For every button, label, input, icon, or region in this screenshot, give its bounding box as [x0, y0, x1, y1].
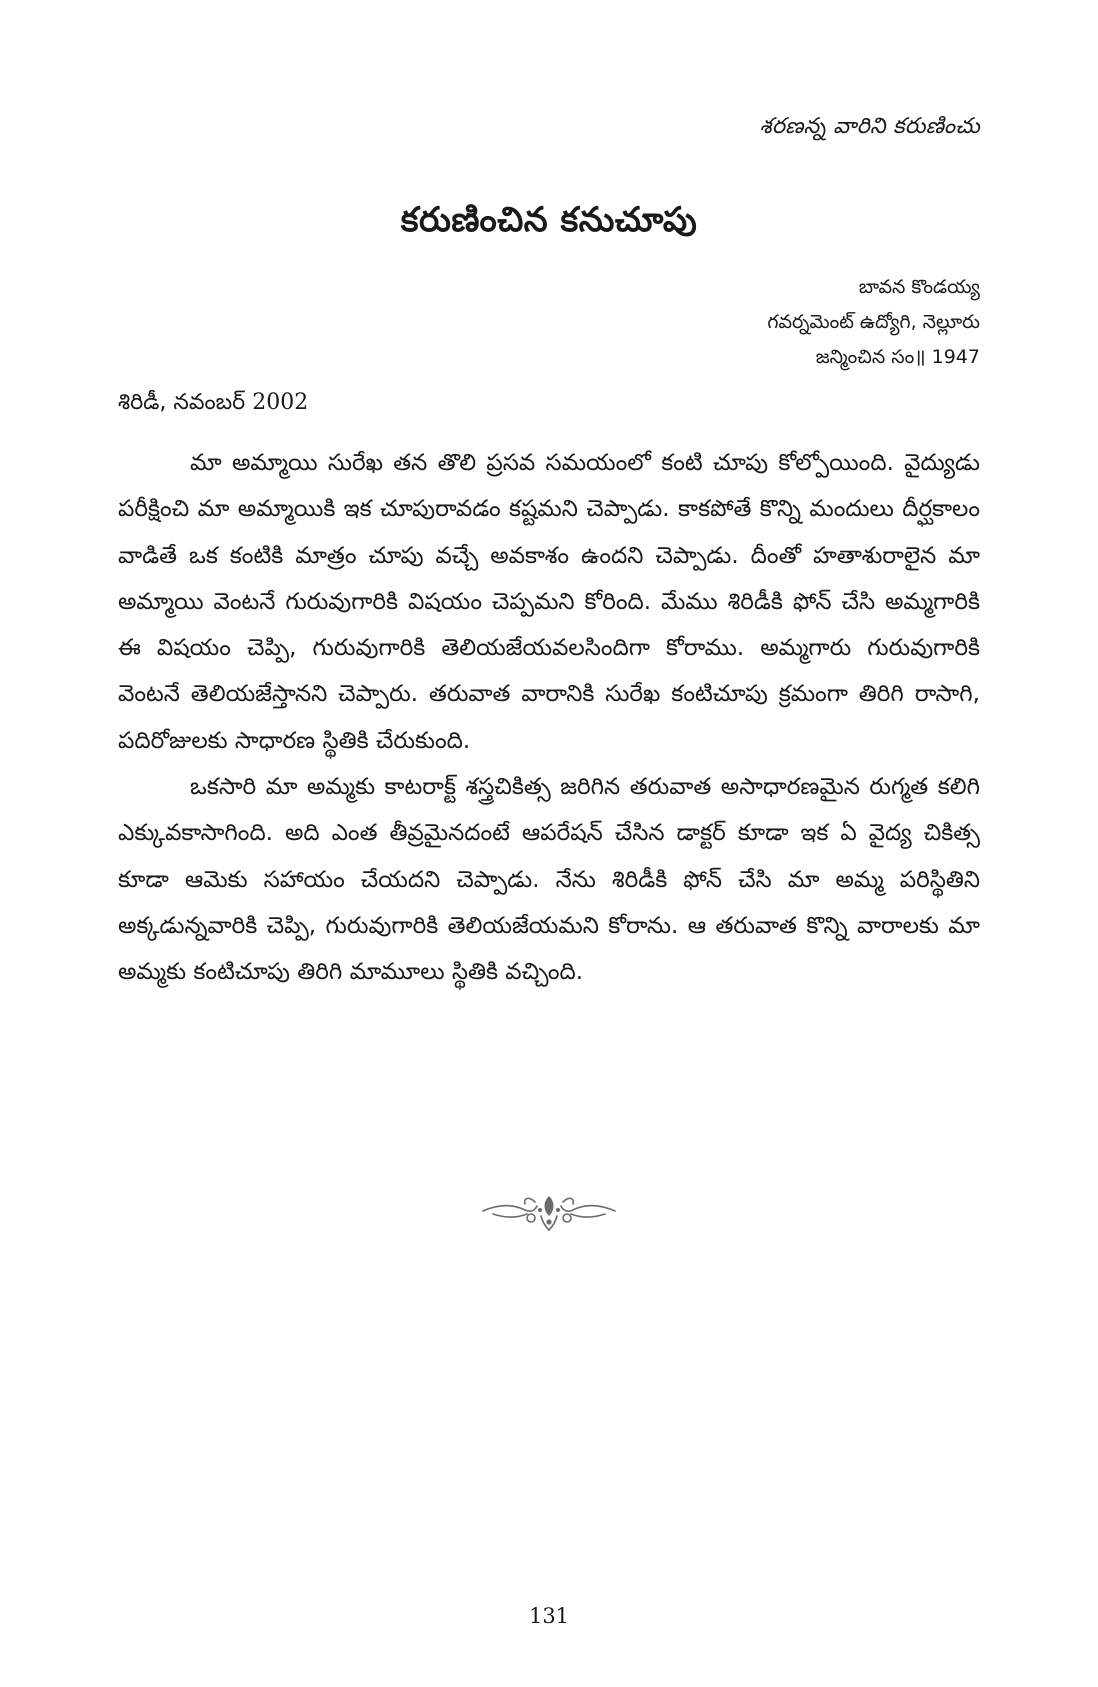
location-date	[118, 390, 308, 420]
location-place: శిరిడీ, నవంబర్	[118, 390, 246, 415]
paragraph: మా అమ్మాయి సురేఖ తన తొలి ప్రసవ సమయంలో కంటి చూపు కోల్పోయింది. వైద్యుడు పరీక్షించి మా అమ్మాయికి ఇక చూపురావడం కష్టమని చెప్పాడు. కాకపోతే కొన్ని మందులు దీర్ఘకాలం వాడితే ఒక కంటికి మాత్రం చూపు వచ్చే అవకాశం ఉందని చెప్పాడు. దీంతో హతాశురాలైన మా అమ్మాయి వెంటనే గురువుగారికి విషయం చెప్పమని కోరింది. మేము శిరిడీకి ఫోన్ చేసి అమ్మగారికి ఈ విషయం చెప్పి, గురువుగారికి తెలియజేయవలసిందిగా కోరాము. అమ్మగారు గురువుగారికి వెంటనే తెలియజేస్తానని చెప్పారు. తరువాత వారానికి సురేఖ కంటిచూపు క్రమంగా తిరిగి రాసాగి, పదిరోజులకు సాధారణ స్థితికి చేరుకుంది.	[118, 450, 980, 754]
story-body	[118, 440, 980, 996]
author-name: బావన కొండయ్య	[858, 276, 980, 298]
location-year: 2002	[252, 390, 309, 415]
story-title: కరుణించిన కనుచూపు	[400, 200, 698, 240]
paragraph: ఒకసారి మా అమ్మకు కాటరాక్ట్ శస్త్రచికిత్స జరిగిన తరువాత అసాధారణమైన రుగ్మత కలిగి ఎక్కువకాసాగింది. అది ఎంత తీవ్రమైనదంటే ఆపరేషన్ చేసిన డాక్టర్ కూడా ఇక ఏ వైద్య చికిత్స కూడా ఆమెకు సహాయం చేయదని చెప్పాడు. నేను శిరిడీకి ఫోన్ చేసి మా అమ్మ పరిస్థితిని అక్కడున్నవారికి చెప్పి, గురువుగారికి తెలియజేయమని కోరాను. ఆ తరువాత కొన్ని వారాలకు మా అమ్మకు కంటిచూపు తిరిగి మామూలు స్థితికి వచ్చింది.	[118, 774, 980, 986]
floral-divider-icon	[479, 1188, 619, 1234]
author-occupation: గవర్నమెంట్ ఉద్యోగి, నెల్లూరు	[767, 311, 980, 333]
running-header: శరణన్న వారిని కరుణించు	[759, 114, 980, 139]
author-block	[767, 270, 980, 375]
page-number: 131	[528, 1604, 570, 1628]
author-birth-year: జన్మించిన సం॥ 1947	[815, 346, 980, 368]
